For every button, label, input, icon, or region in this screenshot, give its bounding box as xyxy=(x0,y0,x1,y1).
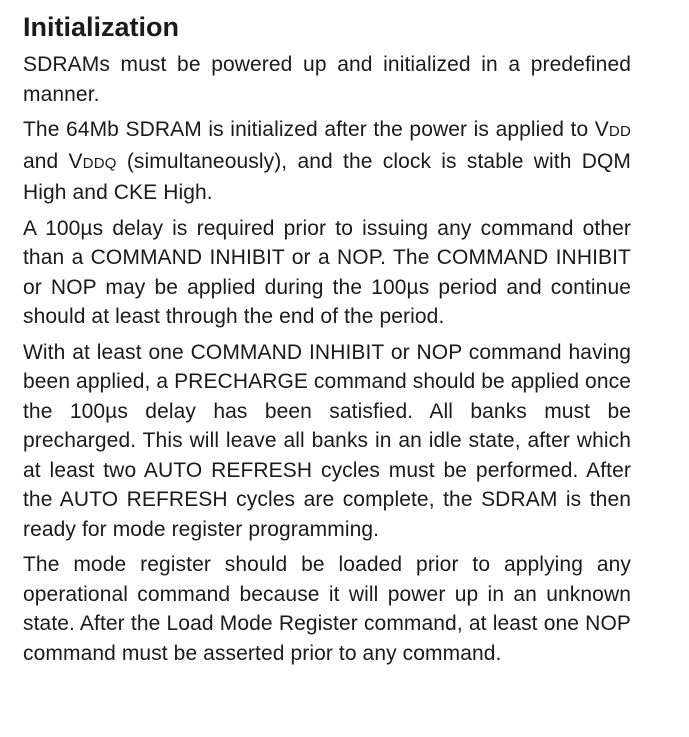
p2-text-middle: and V xyxy=(23,149,83,173)
p2-text-end: (simultaneously), and the clock is stable with DQM High and CKE High. xyxy=(23,149,631,204)
paragraph-initialization-conditions xyxy=(23,115,631,208)
vddq-subscript: DDQ xyxy=(82,154,117,172)
paragraph-delay: A 100µs delay is required prior to issuing any command other than a COMMAND INHIBIT or a NOP. The COMMAND INHIBIT or NOP may be applied during the 100µs period and continue should at least through the end of the period. xyxy=(23,216,631,328)
document-section xyxy=(23,10,631,674)
paragraph-power-up: SDRAMs must be powered up and initialized in a predefined manner. xyxy=(23,53,631,106)
paragraph-mode-register: The mode register should be loaded prior to applying any operational command because it will power up in an unknown state. After the Load Mode Register command, at least one NOP command must be asserted prior to any command. xyxy=(23,553,631,665)
p2-text-start: The 64Mb SDRAM is initialized after the power is applied to V xyxy=(23,118,609,141)
paragraph-precharge: With at least one COMMAND INHIBIT or NOP command having been applied, a PRECHARGE command should be applied once the 100µs delay has been satisfied. All banks must be precharged. This will leave all banks in an idle state, after which at least two AUTO REFRESH cycles must be performed. After the AUTO REFRESH cycles are complete, the SDRAM is then ready for mode register programming. xyxy=(23,340,631,541)
section-heading: Initialization xyxy=(23,12,180,42)
vdd-subscript: DD xyxy=(608,123,631,140)
